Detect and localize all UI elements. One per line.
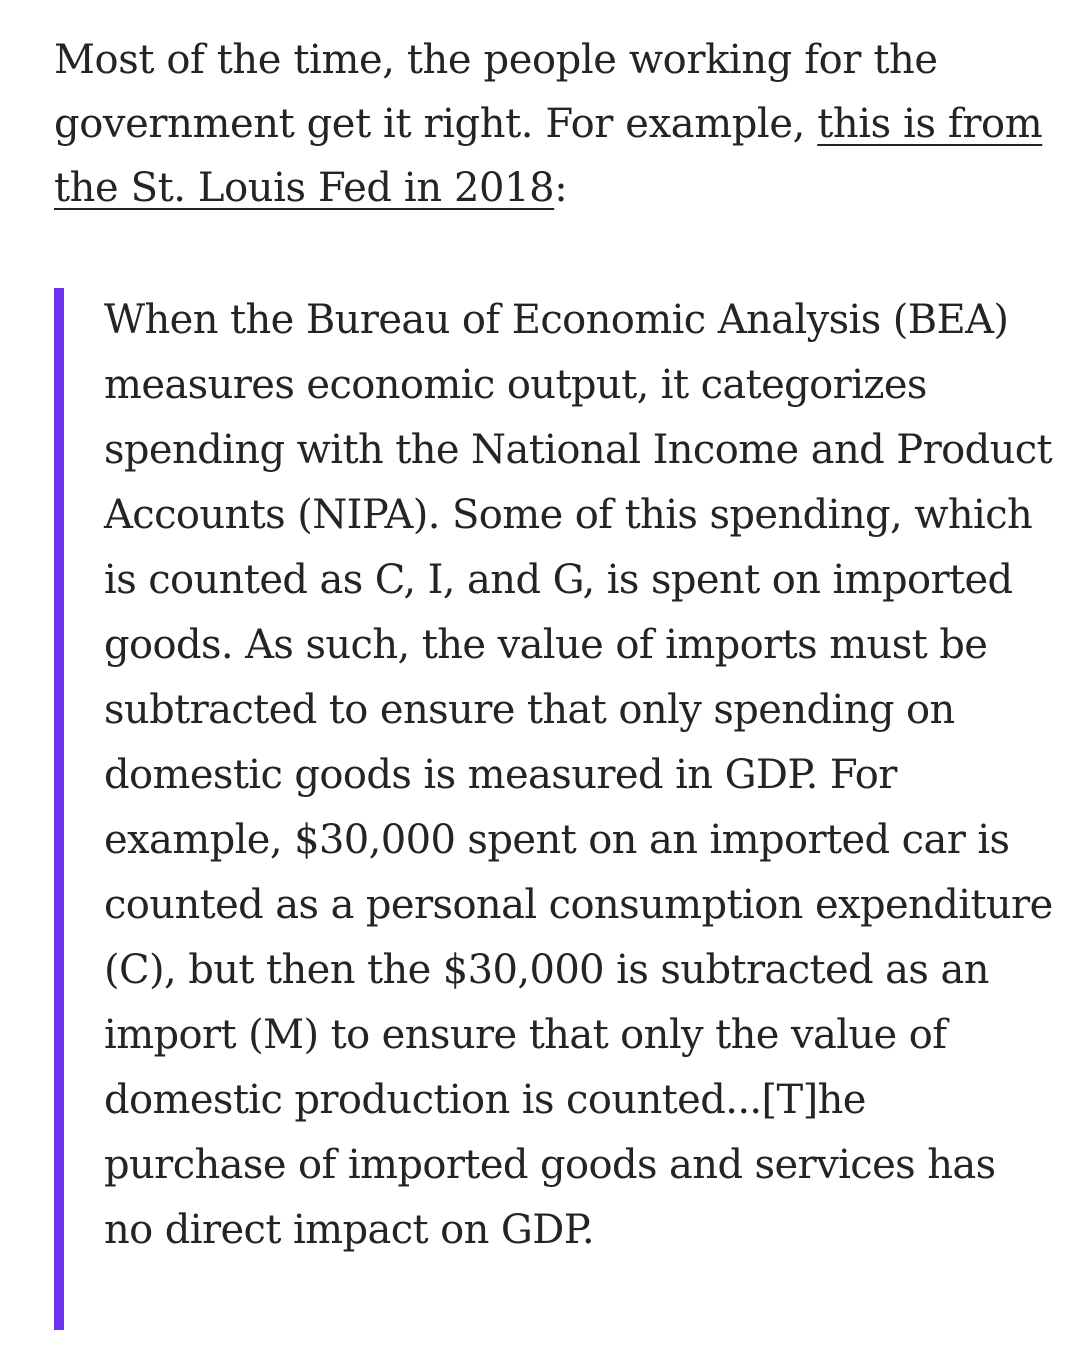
intro-colon: : bbox=[554, 165, 568, 211]
blockquote bbox=[54, 288, 1053, 1330]
blockquote-text: When the Bureau of Economic Analysis (BEA) measures economic output, it categorizes spending with the National Income and Product Accounts (NIPA). Some of this spending, which is counted as C, I, and G, is spent on imported goods. As such, the value of imports must be subtracted to ensure that only spending on domestic goods is measured in GDP. For example, $30,000 spent on an imported car is counted as a personal consumption expenditure (C), but then the $30,000 is subtracted as an import (M) to ensure that only the value of domestic production is counted...[T]he purchase of imported goods and services has no direct impact on GDP. bbox=[104, 297, 1053, 1253]
st-louis-fed-link[interactable]: this is from the St. Louis Fed in 2018 bbox=[54, 101, 1043, 211]
article-body bbox=[54, 28, 1053, 1253]
intro-paragraph bbox=[54, 28, 1044, 220]
intro-text: Most of the time, the people working for the government get it right. For example, bbox=[54, 37, 938, 147]
blockquote-bar bbox=[54, 288, 64, 1330]
